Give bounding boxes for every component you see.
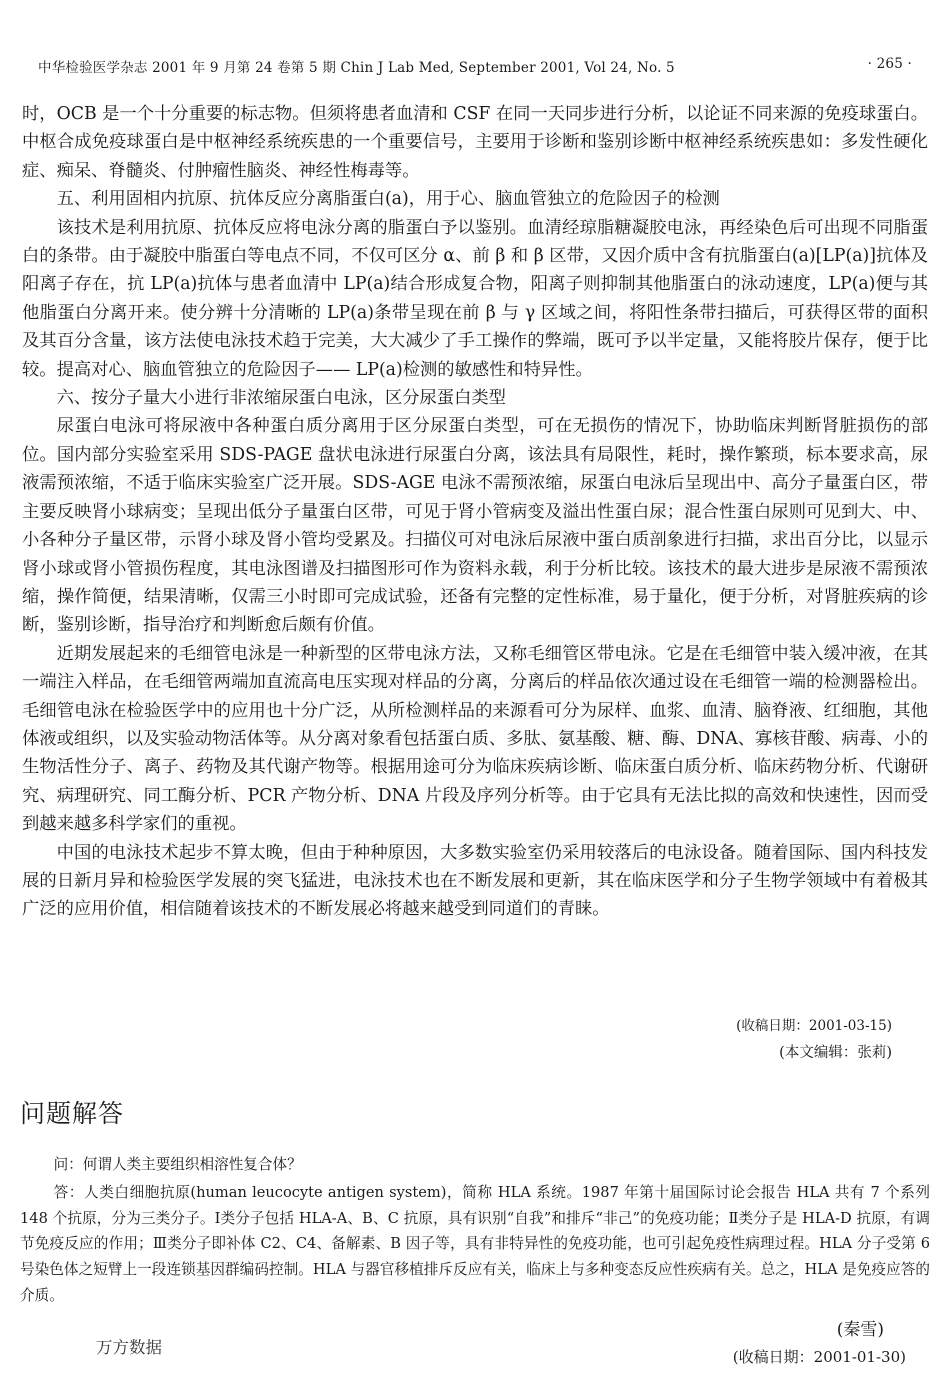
- watermark: 万方数据: [96, 1338, 162, 1357]
- article-received-date: (收稿日期：2001-03-15): [736, 1018, 892, 1034]
- qa-author: (秦雪): [836, 1320, 884, 1340]
- article-body: [22, 100, 928, 924]
- paragraph: 该技术是利用抗原、抗体反应将电泳分离的脂蛋白予以鉴别。血清经琼脂糖凝胶电泳，再经染色后可出现不同脂蛋白的条带。由于凝胶中脂蛋白等电点不同，不仅可区分 α、前 β 和 β 区带，又因介质中含有抗脂蛋白(a)[LP(a)]抗体及阳离子存在，抗 LP(a)抗体与患者血清中 LP(a)结合形成复合物，阳离子则抑制其他脂蛋白的泳动速度，LP(a)便与其他脂蛋白分离开来。使分辨十分清晰的 LP(a)条带呈现在前 β 与 γ 区域之间，将阳性条带扫描后，可获得区带的面积及其百分含量，该方法使电泳技术趋于完美，大大减少了手工操作的弊端，既可予以半定量，又能将胶片保存，便于比较。提高对心、脑血管独立的危险因子—— LP(a)检测的敏感性和特异性。: [22, 217, 928, 380]
- qa-body: [20, 1152, 930, 1309]
- qa-answer: 答：人类白细胞抗原(human leucocyte antigen system)，简称 HLA 系统。1987 年第十届国际讨论会报告 HLA 共有 7 个系列 148 个抗原，分为三类分子。Ⅰ类分子包括 HLA-A、B、C 抗原，具有识别“自我”和排斥“非己”的免疫功能；Ⅱ类分子是 HLA-D 抗原，有调节免疫反应的作用；Ⅲ类分子即补体 C2、C4、备解素、B 因子等，具有非特异性的免疫功能，也可引起免疫性病理过程。HLA 分子受第 6 号染色体之短臂上一段连锁基因群编码控制。HLA 与器官移植排斥反应有关，临床上与多种变态反应性疾病有关。总之，HLA 是免疫应答的介质。: [20, 1183, 930, 1304]
- paragraph: 近期发展起来的毛细管电泳是一种新型的区带电泳方法，又称毛细管区带电泳。它是在毛细管中装入缓冲液，在其一端注入样品，在毛细管两端加直流高电压实现对样品的分离，分离后的样品依次通过设在毛细管一端的检测器检出。毛细管电泳在检验医学中的应用也十分广泛，从所检测样品的来源看可分为尿样、血浆、血清、脑脊液、红细胞，其他体液或组织，以及实验动物活体等。从分离对象看包括蛋白质、多肽、氨基酸、糖、酶、DNA、寡核苷酸、病毒、小的生物活性分子、离子、药物及其代谢产物等。根据用途可分为临床疾病诊断、临床蛋白质分析、临床药物分析、代谢研究、病理研究、同工酶分析、PCR 产物分析、DNA 片段及序列分析等。由于它具有无法比拟的高效和快速性，因而受到越来越多科学家们的重视。: [22, 643, 928, 835]
- section-heading-6: 六、按分子量大小进行非浓缩尿蛋白电泳，区分尿蛋白类型: [56, 388, 506, 409]
- paragraph: 尿蛋白电泳可将尿液中各种蛋白质分离用于区分尿蛋白类型，可在无损伤的情况下，协助临床判断肾脏损伤的部位。国内部分实验室采用 SDS-PAGE 盘状电泳进行尿蛋白分离，该法具有局限性，耗时，操作繁琐，标本要求高，尿液需预浓缩，不适于临床实验室广泛开展。SDS-AGE 电泳不需预浓缩，尿蛋白电泳后呈现出中、高分子量蛋白区，带主要反映肾小球病变；呈现出低分子量蛋白区带，可见于肾小管病变及溢出性蛋白尿；混合性蛋白尿则可见到大、中、小各种分子量区带，示肾小球及肾小管均受累及。扫描仪可对电泳后尿液中蛋白质剖象进行扫描，求出百分比，以显示肾小球或肾小管损伤程度，其电泳图谱及扫描图形可作为资料永载，利于分析比较。该技术的最大进步是尿液不需预浓缩，操作简便，结果清晰，仅需三小时即可完成试验，还备有完整的定性标准，易于量化，便于分析，对肾脏疾病的诊断，鉴别诊断，指导治疗和判断愈后颇有价值。: [22, 416, 928, 636]
- running-header: [38, 56, 912, 78]
- paragraph: 时，OCB 是一个十分重要的标志物。但须将患者血清和 CSF 在同一天同步进行分析，以论证不同来源的免疫球蛋白。中枢合成免疫球蛋白是中枢神经系统疾患的一个重要信号，主要用于诊断和鉴别诊断中枢神经系统疾患如：多发性硬化症、痴呆、脊髓炎、付肿瘤性脑炎、神经性梅毒等。: [22, 104, 928, 181]
- section-heading-5: 五、利用固相内抗原、抗体反应分离脂蛋白(a)，用于心、脑血管独立的危险因子的检测: [56, 189, 720, 210]
- qa-received-date: (收稿日期：2001-01-30): [732, 1348, 906, 1366]
- journal-info: 中华检验医学杂志 2001 年 9 月第 24 卷第 5 期 Chin J Lab Med, September 2001, Vol 24, No. 5: [38, 60, 675, 76]
- paragraph: 中国的电泳技术起步不算太晚，但由于种种原因，大多数实验室仍采用较落后的电泳设备。随着国际、国内科技发展的日新月异和检验医学发展的突飞猛进，电泳技术也在不断发展和更新，其在临床医学和分子生物学领域中有着极其广泛的应用价值，相信随着该技术的不断发展必将越来越受到同道们的青睐。: [22, 842, 928, 920]
- qa-section-title: 问题解答: [20, 1099, 125, 1128]
- page-number: · 265 ·: [867, 56, 912, 72]
- qa-question: 问：何谓人类主要组织相溶性复合体？: [53, 1156, 302, 1173]
- article-editor: (本文编辑：张莉): [779, 1045, 892, 1061]
